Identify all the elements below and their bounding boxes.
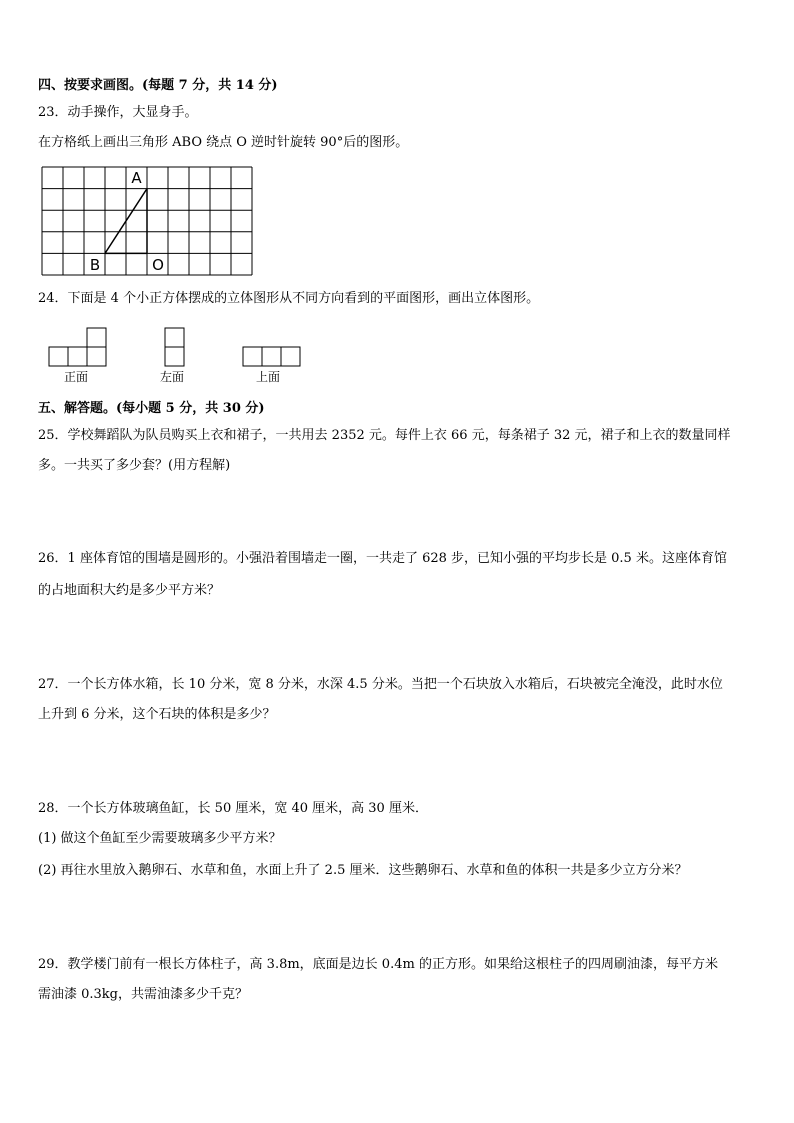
left-view-label: 左面 [160, 370, 185, 384]
rotation-grid-figure [40, 165, 256, 277]
section-4-heading: 四、按要求画图。(每题 7 分，共 14 分) [38, 78, 278, 93]
question-25-line-2: 多。一共买了多少套？(用方程解) [38, 458, 231, 473]
front-view-figure [48, 326, 112, 370]
question-27-line-1: 27．一个长方体水箱，长 10 分米，宽 8 分米，水深 4.5 分米。当把一个石块放入水箱后，石块被完全淹没，此时水位 [38, 677, 723, 692]
question-28-line-1: 28．一个长方体玻璃鱼缸，长 50 厘米，宽 40 厘米，高 30 厘米． [38, 801, 428, 816]
point-o-label: O [152, 256, 164, 274]
question-26-line-1: 26．1 座体育馆的围墙是圆形的。小强沿着围墙走一圈，一共走了 628 步，已知小强的平均步长是 0.5 米。这座体育馆 [38, 551, 727, 566]
question-29-line-1: 29．教学楼门前有一根长方体柱子，高 3.8m，底面是边长 0.4m 的正方形。如果给这根柱子的四周刷油漆，每平方米 [38, 957, 718, 972]
question-28-part-2: (2) 再往水里放入鹅卵石、水草和鱼，水面上升了 2.5 厘米．这些鹅卵石、水草和鱼的体积一共是多少立方分米？ [38, 863, 688, 878]
question-23-title: 23．动手操作，大显身手。 [38, 105, 198, 120]
question-28-part-1: (1) 做这个鱼缸至少需要玻璃多少平方米？ [38, 831, 282, 846]
top-view-figure [241, 345, 305, 369]
top-view-label: 上面 [256, 370, 281, 384]
point-b-label: B [89, 256, 101, 274]
question-27-line-2: 上升到 6 分米，这个石块的体积是多少？ [38, 707, 276, 722]
question-26-line-2: 的占地面积大约是多少平方米？ [38, 583, 221, 598]
question-23-instruction: 在方格纸上画出三角形 ABO 绕点 O 逆时针旋转 90°后的图形。 [38, 135, 409, 150]
question-24-title: 24．下面是 4 个小正方体摆成的立体图形从不同方向看到的平面图形，画出立体图形。 [38, 291, 540, 306]
question-25-line-1: 25．学校舞蹈队为队员购买上衣和裙子，一共用去 2352 元。每件上衣 66 元，每条裙子 32 元，裙子和上衣的数量同样 [38, 428, 731, 443]
question-29-line-2: 需油漆 0.3kg，共需油漆多少千克？ [38, 987, 249, 1002]
left-view-figure [163, 326, 189, 370]
point-a-label: A [131, 169, 142, 187]
front-view-label: 正面 [64, 370, 89, 384]
section-5-heading: 五、解答题。(每小题 5 分，共 30 分) [38, 401, 265, 416]
